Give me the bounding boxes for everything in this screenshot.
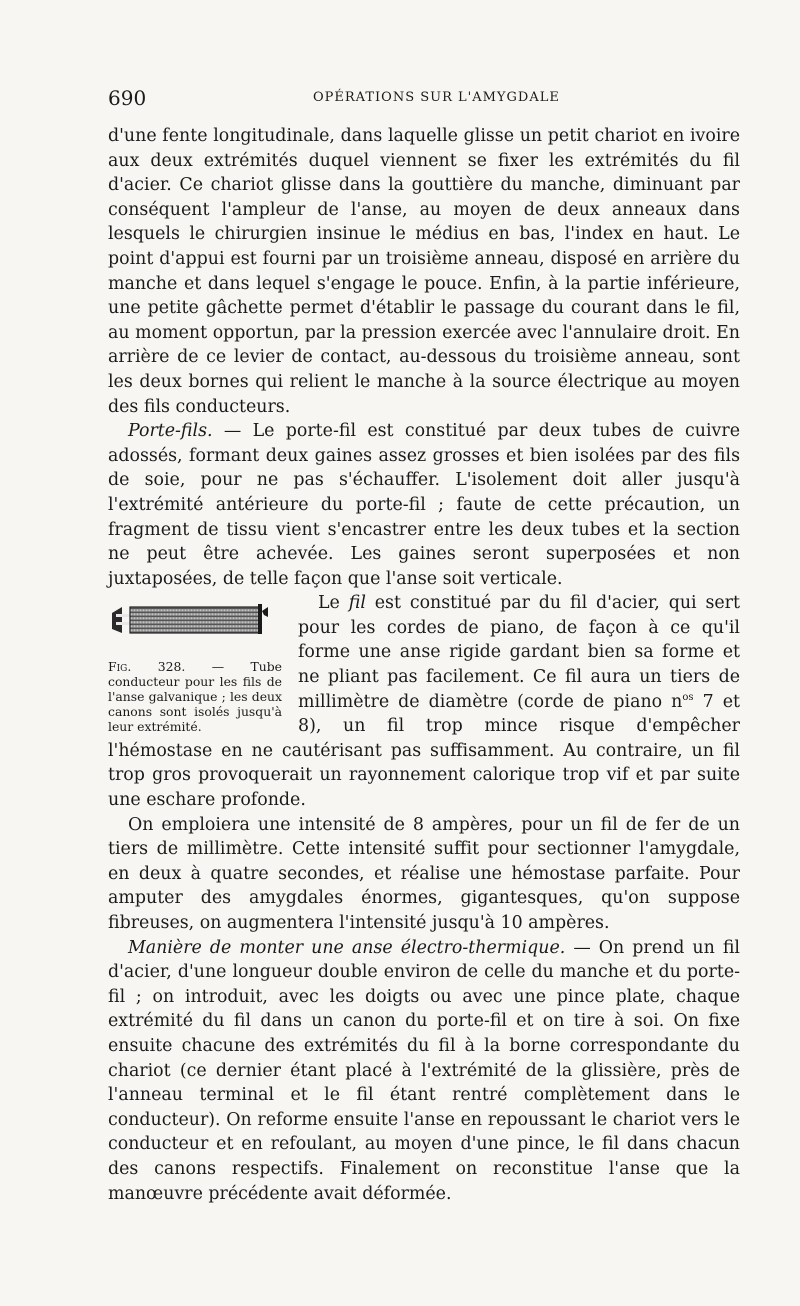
running-title: OPÉRATIONS SUR L'AMYGDALE bbox=[313, 90, 560, 105]
fil-lead: Le bbox=[318, 593, 349, 614]
heading-porte-fils: Porte-fils. bbox=[128, 421, 213, 442]
fil-text-b: 7 et 8), un fil trop mince risque d'empêcher l'hémostase en ne cautérisant pas suffisamment. Au contraire, un fil trop gros provoquerait un rayonnement calorique trop vif et par suite une eschare profonde. bbox=[108, 691, 740, 811]
figure-label: Fig. 328. bbox=[108, 659, 186, 675]
heading-maniere: Manière de monter une anse électro-thermique. bbox=[128, 937, 566, 958]
paragraph-porte-fils bbox=[108, 419, 740, 591]
maniere-text: — On prend un fil d'acier, d'une longueur double environ de celle du manche et du porte-fil ; on introduit, avec les doigts ou avec une pince plate, chaque extrémité du fil dans un canon du porte-fil et on tire à soi. On fixe ensuite chacune des extrémités du fil à la borne correspondante du chariot (ce dernier étant placé à l'extrémité de la glissière, près de l'anneau terminal et le fil étant rentré complètement dans le conducteur). On reforme ensuite l'anse en repoussant le chariot vers le conducteur et en refoulant, au moyen d'une pince, le fil dans chacun des canons respectifs. Finalement on reconstitue l'anse que la manœuvre précédente avait déformée. bbox=[108, 937, 740, 1204]
fil-italic: fil bbox=[348, 593, 366, 614]
page-number: 690 bbox=[108, 86, 147, 110]
porte-fils-text: — Le porte-fil est constitué par deux tubes de cuivre adossés, formant deux gaines assez grosses et bien isolées par des fils de soie, pour ne pas s'échauffer. L'isolement doit aller jusqu'à l'extrémité antérieure du porte-fil ; faute de cette précaution, un fragment de tissu vient s'encastrer entre les deux tubes et la section ne peut être achevée. Les gaines seront superposées et non juxtaposées, de telle façon que l'anse soit verticale. bbox=[108, 421, 740, 589]
paragraph-intensite: On emploiera une intensité de 8 ampères, pour un fil de fer de un tiers de millimètre. Cette intensité suffit pour sectionner l'amygdale, en deux à quatre secondes, et réalise une hémostase parfaite. Pour amputer des amygdales énormes, gigantesques, qu'on suppose fibreuses, on augmentera l'intensité jusqu'à 10 ampères. bbox=[108, 814, 740, 933]
figure-caption-text: — Tube conducteur pour les fils de l'anse galvanique ; les deux canons sont isolés jusqu'à leur extrémité. bbox=[108, 659, 282, 735]
page-header bbox=[108, 86, 738, 116]
paragraph-maniere bbox=[108, 936, 740, 1207]
figure-328 bbox=[108, 601, 286, 734]
body-text bbox=[108, 124, 740, 1206]
figure-caption bbox=[108, 659, 286, 734]
tube-illustration-icon bbox=[108, 601, 286, 641]
fil-superscript: os bbox=[682, 691, 694, 703]
paragraph-chariot: d'une fente longitudinale, dans laquelle glisse un petit chariot en ivoire aux deux extrémités duquel viennent se fixer les extrémités du fil d'acier. Ce chariot glisse dans la gouttière du manche, diminuant par conséquent l'ampleur de l'anse, au moyen de deux anneaux dans lesquels le chirurgien insinue le médius en bas, l'index en haut. Le point d'appui est fourni par un troisième anneau, disposé en arrière du manche et dans lequel s'engage le pouce. Enfin, à la partie inférieure, une petite gâchette permet d'établir le passage du courant dans le fil, au moment opportun, par la pression exercée avec l'annulaire droit. En arrière de ce levier de contact, au-dessous du troisième anneau, sont les deux bornes qui relient le manche à la source électrique au moyen des fils conducteurs. bbox=[108, 126, 740, 417]
fil-text-a: est constitué par du fil d'acier, qui sert pour les cordes de piano, de façon à ce qu'il forme une anse rigide gardant bien sa forme et ne pliant pas facilement. Ce fil aura un tiers de millimètre de diamètre (corde de piano n bbox=[298, 593, 740, 712]
